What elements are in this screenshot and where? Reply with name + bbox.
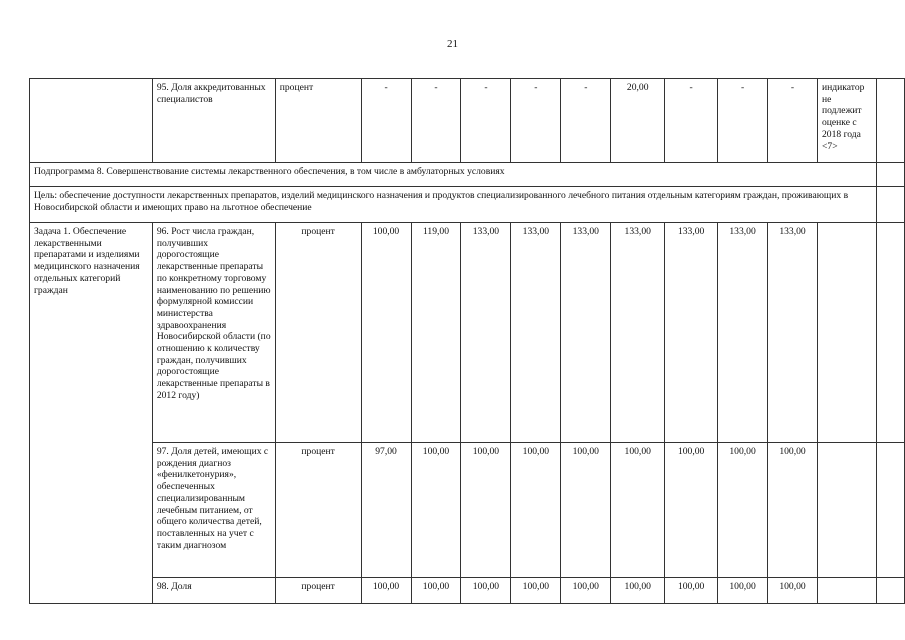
value-cell: 133,00 (768, 223, 818, 443)
value-cell: 100,00 (461, 578, 511, 604)
value-cell: 100,00 (611, 578, 665, 604)
unit-cell: процент (275, 578, 361, 604)
goal-row (30, 187, 905, 223)
indicator-cell: 97. Доля детей, имеющих с рождения диагноз «фенилкетонурия», обеспеченных специализированным лечебным питанием, от общего количества детей, поставленных на учет с таким диагнозом (152, 443, 275, 578)
value-cell: 100,00 (665, 443, 718, 578)
note-cell (817, 443, 876, 578)
unit-cell: процент (275, 79, 361, 163)
note-cell: индикатор не подлежит оценке с 2018 года <7> (817, 79, 876, 163)
task-cell: Задача 1. Обеспечение лекарственными препаратами и изделиями медицинского назначения отдельных категорий граждан (30, 223, 153, 604)
value-cell: - (561, 79, 611, 163)
value-cell: 100,00 (511, 578, 561, 604)
indicators-table (29, 78, 905, 604)
value-cell: 100,00 (611, 443, 665, 578)
value-cell: 100,00 (768, 443, 818, 578)
value-cell: 100,00 (361, 223, 411, 443)
value-cell: - (511, 79, 561, 163)
indicator-cell: 98. Доля (152, 578, 275, 604)
table-row (30, 223, 905, 443)
empty-cell (876, 223, 904, 443)
unit-cell: процент (275, 223, 361, 443)
value-cell: 133,00 (561, 223, 611, 443)
note-cell (817, 578, 876, 604)
value-cell: 100,00 (411, 443, 461, 578)
page-number: 21 (447, 38, 458, 50)
value-cell: - (665, 79, 718, 163)
empty-cell (876, 578, 904, 604)
value-cell: 133,00 (511, 223, 561, 443)
value-cell: 100,00 (511, 443, 561, 578)
indicator-cell: 95. Доля аккредитованных специалистов (152, 79, 275, 163)
indicator-cell: 96. Рост числа граждан, получивших дорогостоящие лекарственные препараты по конкретному торговому наименованию по решению формулярной комиссии министерства здравоохранения Новосибирской области (по отношению к количеству граждан, получивших дорогостоящие лекарственные препараты в 2012 году) (152, 223, 275, 443)
value-cell: 100,00 (411, 578, 461, 604)
value-cell: 100,00 (561, 578, 611, 604)
value-cell: 100,00 (561, 443, 611, 578)
task-cell (30, 79, 153, 163)
table-row (30, 443, 905, 578)
value-cell: 100,00 (665, 578, 718, 604)
table-row (30, 578, 905, 604)
goal-text: Цель: обеспечение доступности лекарственных препаратов, изделий медицинского назначения и продуктов специализированного лечебного питания отдельным категориям граждан, проживающих в Новосибирской области и имеющих право на льготное обеспечение (30, 187, 877, 223)
value-cell: 100,00 (361, 578, 411, 604)
value-cell: 20,00 (611, 79, 665, 163)
empty-cell (876, 187, 904, 223)
value-cell: 100,00 (768, 578, 818, 604)
value-cell: 100,00 (461, 443, 511, 578)
table-row (30, 79, 905, 163)
value-cell: - (361, 79, 411, 163)
subprogram-row (30, 163, 905, 187)
subprogram-title: Подпрограмма 8. Совершенствование системы лекарственного обеспечения, в том числе в амбулаторных условиях (30, 163, 877, 187)
value-cell: 97,00 (361, 443, 411, 578)
value-cell: - (461, 79, 511, 163)
empty-cell (876, 163, 904, 187)
value-cell: 100,00 (718, 578, 768, 604)
empty-cell (876, 79, 904, 163)
value-cell: - (718, 79, 768, 163)
value-cell: 119,00 (411, 223, 461, 443)
empty-cell (876, 443, 904, 578)
value-cell: 100,00 (718, 443, 768, 578)
note-cell (817, 223, 876, 443)
value-cell: 133,00 (665, 223, 718, 443)
unit-cell: процент (275, 443, 361, 578)
value-cell: - (411, 79, 461, 163)
value-cell: - (768, 79, 818, 163)
value-cell: 133,00 (461, 223, 511, 443)
value-cell: 133,00 (718, 223, 768, 443)
value-cell: 133,00 (611, 223, 665, 443)
